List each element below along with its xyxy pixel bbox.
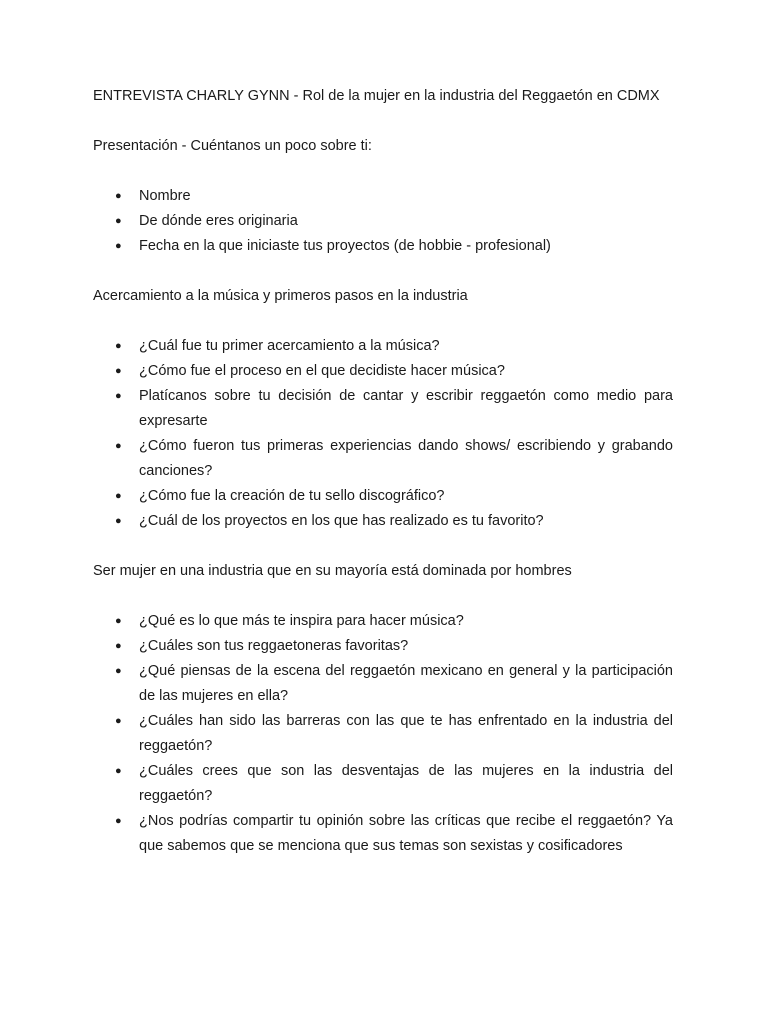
- list-item: [93, 359, 673, 384]
- list-item: [93, 384, 673, 434]
- list-item: [93, 509, 673, 534]
- section-heading-acercamiento: Acercamiento a la música y primeros pasos en la industria: [93, 288, 468, 304]
- bullet-icon: ●: [115, 440, 122, 452]
- list-item-text: ¿Cuáles son tus reggaetoneras favoritas?: [139, 638, 409, 654]
- question-list-acercamiento: [93, 334, 673, 534]
- bullet-icon: ●: [115, 190, 122, 202]
- list-item: [93, 809, 673, 859]
- list-item: [93, 334, 673, 359]
- document-title: ENTREVISTA CHARLY GYNN - Rol de la mujer en la industria del Reggaetón en CDMX: [93, 88, 660, 104]
- list-item-text: Fecha en la que iniciaste tus proyectos (de hobbie - profesional): [139, 238, 551, 254]
- list-item-text: De dónde eres originaria: [139, 213, 298, 229]
- bullet-icon: ●: [115, 765, 122, 777]
- list-item-text: ¿Nos podrías compartir tu opinión sobre las críticas que recibe el reggaetón? Ya que sabemos que se menciona que sus temas son sexistas y cosificadores: [139, 813, 673, 854]
- list-item-text: ¿Qué es lo que más te inspira para hacer música?: [139, 613, 464, 629]
- bullet-icon: ●: [115, 240, 122, 252]
- bullet-icon: ●: [115, 340, 122, 352]
- list-item: [93, 709, 673, 759]
- list-item-text: Platícanos sobre tu decisión de cantar y escribir reggaetón como medio para expresarte: [139, 388, 673, 429]
- list-item: [93, 484, 673, 509]
- list-item: [93, 659, 673, 709]
- list-item: [93, 434, 673, 484]
- section-heading-presentacion: Presentación - Cuéntanos un poco sobre ti:: [93, 138, 372, 154]
- list-item-text: ¿Cuáles crees que son las desventajas de las mujeres en la industria del reggaetón?: [139, 763, 673, 804]
- list-item-text: ¿Qué piensas de la escena del reggaetón mexicano en general y la participación de las mujeres en ella?: [139, 663, 673, 704]
- bullet-icon: ●: [115, 615, 122, 627]
- bullet-icon: ●: [115, 715, 122, 727]
- bullet-icon: ●: [115, 640, 122, 652]
- question-list-ser-mujer: [93, 609, 673, 859]
- bullet-icon: ●: [115, 215, 122, 227]
- list-item-text: ¿Cuál de los proyectos en los que has realizado es tu favorito?: [139, 513, 544, 529]
- bullet-icon: ●: [115, 490, 122, 502]
- list-item: [93, 184, 673, 209]
- list-item: [93, 209, 673, 234]
- bullet-icon: ●: [115, 515, 122, 527]
- list-item-text: ¿Cómo fue el proceso en el que decidiste hacer música?: [139, 363, 505, 379]
- list-item-text: ¿Cuáles han sido las barreras con las que te has enfrentado en la industria del reggaetón?: [139, 713, 673, 754]
- bullet-icon: ●: [115, 815, 122, 827]
- question-list-presentacion: [93, 184, 673, 259]
- list-item-text: ¿Cuál fue tu primer acercamiento a la música?: [139, 338, 440, 354]
- bullet-icon: ●: [115, 390, 122, 402]
- list-item: [93, 609, 673, 634]
- list-item: [93, 234, 673, 259]
- list-item-text: Nombre: [139, 188, 191, 204]
- bullet-icon: ●: [115, 365, 122, 377]
- list-item: [93, 759, 673, 809]
- list-item-text: ¿Cómo fue la creación de tu sello discográfico?: [139, 488, 445, 504]
- list-item-text: ¿Cómo fueron tus primeras experiencias dando shows/ escribiendo y grabando canciones?: [139, 438, 673, 479]
- section-heading-ser-mujer: Ser mujer en una industria que en su mayoría está dominada por hombres: [93, 563, 572, 579]
- list-item: [93, 634, 673, 659]
- bullet-icon: ●: [115, 665, 122, 677]
